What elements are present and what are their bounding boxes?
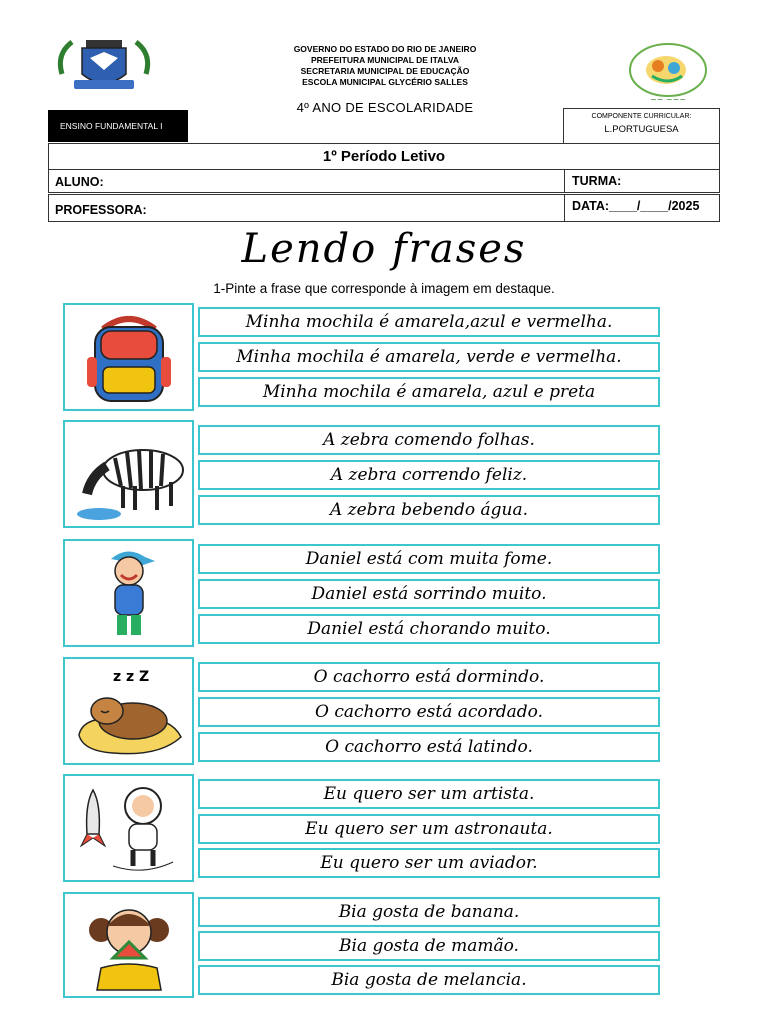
astronaut-icon	[73, 780, 185, 878]
sentence-option[interactable]: Bia gosta de banana.	[198, 897, 660, 927]
sentence-option[interactable]: Minha mochila é amarela,azul e vermelha.	[198, 307, 660, 337]
school-header	[190, 44, 580, 88]
exercise-image-backpack	[63, 303, 194, 411]
sentence-option[interactable]: Daniel está com muita fome.	[198, 544, 660, 574]
header-line: PREFEITURA MUNICIPAL DE ITALVA	[310, 55, 460, 65]
professora-field[interactable]: PROFESSORA:	[55, 203, 147, 217]
sentence-option[interactable]: A zebra bebendo água.	[198, 495, 660, 525]
svg-text:z z Z: z z Z	[113, 669, 150, 685]
exercise-image-boy	[63, 539, 194, 647]
componente-value: L.PORTUGUESA	[604, 124, 679, 135]
sentence-option[interactable]: O cachorro está dormindo.	[198, 662, 660, 692]
sentence-option[interactable]: Daniel está sorrindo muito.	[198, 579, 660, 609]
periodo-title: 1º Período Letivo	[48, 143, 720, 170]
ensino-label: ENSINO FUNDAMENTAL I	[48, 110, 188, 142]
sentence-option[interactable]: Eu quero ser um artista.	[198, 779, 660, 809]
zebra-icon	[73, 426, 191, 524]
sentence-option[interactable]: Daniel está chorando muito.	[198, 614, 660, 644]
worksheet-title: Lendo frases	[241, 226, 527, 272]
divider	[564, 170, 565, 192]
componente-label: COMPONENTE CURRICULAR:	[591, 113, 692, 120]
exercise-image-zebra	[63, 420, 194, 528]
aluno-row	[48, 169, 720, 193]
professora-row	[48, 194, 720, 222]
sentence-option[interactable]: Bia gosta de melancia.	[198, 965, 660, 995]
instruction: 1-Pinte a frase que corresponde à imagem em destaque.	[213, 281, 555, 296]
school-logo	[612, 36, 724, 106]
header-line: SECRETARIA MUNICIPAL DE EDUCAÇÃO	[300, 66, 470, 76]
sentence-option[interactable]: A zebra comendo folhas.	[198, 425, 660, 455]
city-crest-logo	[52, 34, 156, 96]
header-line: ESCOLA MUNICIPAL GLYCÉRIO SALLES	[302, 77, 468, 87]
sentence-option[interactable]: Minha mochila é amarela, azul e preta	[198, 377, 660, 407]
turma-field[interactable]: TURMA:	[572, 174, 622, 188]
sentence-option[interactable]: A zebra correndo feliz.	[198, 460, 660, 490]
boy-icon	[73, 545, 185, 643]
data-field[interactable]: DATA:____/____/2025	[572, 199, 700, 213]
svg-text:~~ ~~~: ~~ ~~~	[649, 95, 687, 104]
school-year: 4º ANO DE ESCOLARIDADE	[296, 100, 474, 115]
exercise-image-astronaut	[63, 774, 194, 882]
girl-watermelon-icon	[73, 898, 185, 994]
sentence-option[interactable]: O cachorro está latindo.	[198, 732, 660, 762]
backpack-icon	[73, 309, 185, 407]
sentence-option[interactable]: Eu quero ser um astronauta.	[198, 814, 660, 844]
header-line: GOVERNO DO ESTADO DO RIO DE JANEIRO	[293, 44, 477, 54]
sleeping-dog-icon	[73, 663, 189, 761]
exercise-image-girl	[63, 892, 194, 998]
sentence-option[interactable]: Bia gosta de mamão.	[198, 931, 660, 961]
sentence-option[interactable]: Minha mochila é amarela, verde e vermelha.	[198, 342, 660, 372]
componente-box	[563, 108, 720, 144]
sentence-option[interactable]: Eu quero ser um aviador.	[198, 848, 660, 878]
divider	[564, 195, 565, 221]
exercise-image-dog	[63, 657, 194, 765]
sentence-option[interactable]: O cachorro está acordado.	[198, 697, 660, 727]
aluno-field[interactable]: ALUNO:	[55, 175, 104, 189]
